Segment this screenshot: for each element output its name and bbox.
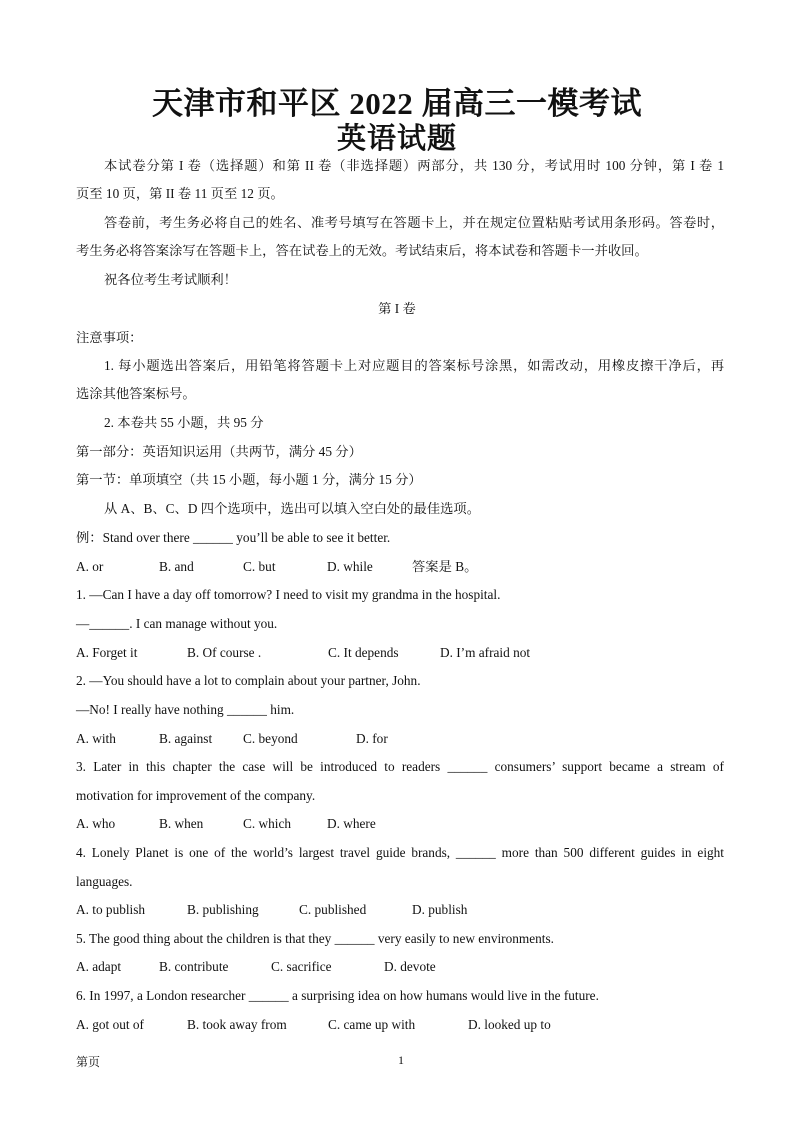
question-3-line-1: 3. Later in this chapter the case will be introduced to readers ______ consumers’ support became a stream of <box>76 759 724 774</box>
question-2-option-a: A. with <box>76 731 116 746</box>
question-2-option-d: D. for <box>356 731 388 746</box>
note-1-line-1: 1. 每小题选出答案后，用铅笔将答题卡上对应题目的答案标号涂黑，如需改动，用橡皮擦干净后，再 <box>104 358 724 373</box>
question-5-line-1: 5. The good thing about the children is that they ______ very easily to new environments. <box>76 931 554 946</box>
part-1-heading: 第一部分：英语知识运用（共两节，满分 45 分） <box>76 444 362 459</box>
question-2-line-2: —No! I really have nothing ______ him. <box>76 702 295 717</box>
example-answer: 答案是 B。 <box>412 559 478 574</box>
example-option-a: A. or <box>76 559 104 574</box>
question-4-option-d: D. publish <box>412 902 468 917</box>
question-4-option-c: C. published <box>299 902 367 917</box>
question-5-option-a: A. adapt <box>76 959 122 974</box>
question-1-option-b: B. Of course . <box>187 645 262 660</box>
question-5-option-c: C. sacrifice <box>271 959 332 974</box>
question-5-option-b: B. contribute <box>159 959 229 974</box>
question-1-line-1: 1. —Can I have a day off tomorrow? I need to visit my grandma in the hospital. <box>76 587 501 602</box>
section-1-heading: 第一节：单项填空（共 15 小题，每小题 1 分，满分 15 分） <box>76 472 422 487</box>
example-stem: 例：Stand over there ______ you’ll be able to see it better. <box>76 530 391 545</box>
instruction-text: 从 A、B、C、D 四个选项中，选出可以填入空白处的最佳选项。 <box>104 501 481 516</box>
example-option-c: C. but <box>243 559 276 574</box>
question-4-line-1: 4. Lonely Planet is one of the world’s largest travel guide brands, ______ more than 500 different guides in eight <box>76 845 724 860</box>
question-2-option-c: C. beyond <box>243 731 298 746</box>
question-4-option-a: A. to publish <box>76 902 146 917</box>
notes-title: 注意事项： <box>76 330 143 345</box>
question-6-option-c: C. came up with <box>328 1017 416 1032</box>
example-option-b: B. and <box>159 559 194 574</box>
footer-page-label: 第页 <box>76 1055 101 1069</box>
intro-paragraph-2-line-2: 考生务必将答案涂写在答题卡上，答在试卷上的无效。考试结束后，将本试卷和答题卡一并收回。 <box>76 243 648 258</box>
question-3-option-b: B. when <box>159 816 204 831</box>
question-5-option-d: D. devote <box>384 959 436 974</box>
question-3-option-d: D. where <box>327 816 376 831</box>
question-6-line-1: 6. In 1997, a London researcher ______ a surprising idea on how humans would live in the future. <box>76 988 599 1003</box>
question-3-option-c: C. which <box>243 816 292 831</box>
question-6-option-b: B. took away from <box>187 1017 287 1032</box>
note-1-line-2: 选涂其他答案标号。 <box>76 386 196 401</box>
question-1-option-a: A. Forget it <box>76 645 138 660</box>
question-1-line-2: —______. I can manage without you. <box>76 616 278 631</box>
question-4-option-b: B. publishing <box>187 902 259 917</box>
question-2-option-b: B. against <box>159 731 213 746</box>
intro-paragraph-2-line-1: 答卷前，考生务必将自己的姓名、准考号填写在答题卡上，并在规定位置粘贴考试用条形码。答卷时， <box>104 215 724 230</box>
question-6-option-d: D. looked up to <box>468 1017 551 1032</box>
intro-paragraph-1-line-1: 本试卷分第 I 卷（选择题）和第 II 卷（非选择题）两部分，共 130 分，考试用时 100 分钟，第 I 卷 1 <box>104 158 724 173</box>
question-3-option-a: A. who <box>76 816 116 831</box>
intro-paragraph-1-line-2: 页至 10 页，第 II 卷 11 页至 12 页。 <box>76 186 284 201</box>
exam-subtitle: 英语试题 <box>336 123 457 155</box>
question-1-option-c: C. It depends <box>328 645 399 660</box>
exam-title: 天津市和平区 2022 届高三一模考试 <box>152 86 642 121</box>
question-6-option-a: A. got out of <box>76 1017 144 1032</box>
footer-page-number: 1 <box>398 1053 404 1067</box>
question-3-line-2: motivation for improvement of the company. <box>76 788 316 803</box>
intro-paragraph-3: 祝各位考生考试顺利！ <box>104 272 237 287</box>
question-4-line-2: languages. <box>76 874 133 889</box>
question-1-option-d: D. I’m afraid not <box>440 645 531 660</box>
question-2-line-1: 2. —You should have a lot to complain about your partner, John. <box>76 673 421 688</box>
example-option-d: D. while <box>327 559 373 574</box>
section-heading: 第 I 卷 <box>378 301 416 316</box>
note-2: 2. 本卷共 55 小题，共 95 分 <box>104 415 264 430</box>
